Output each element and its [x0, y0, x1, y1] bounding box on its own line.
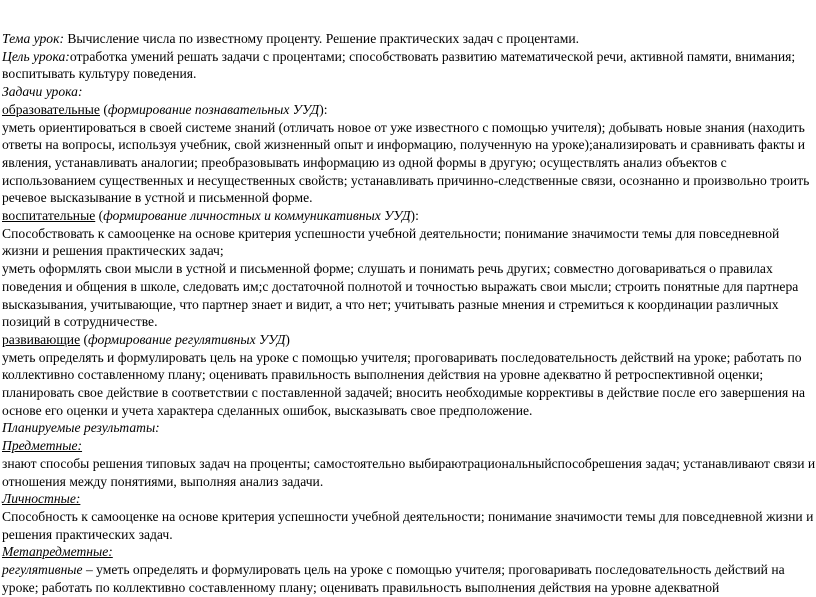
topic-text: Вычисление числа по известному проценту. Решение практических задач с процентами. [63, 31, 580, 46]
meta-title: Метапредметные: [2, 544, 113, 560]
developing-text: уметь определять и формулировать цель на уроке с помощью учителя; проговаривать последовательность действий на уроке; работать по коллективно составленному плану; оценивать правильность выполнения действия на уровне адекватно й ретроспективной оценки; планировать свое действие в соответствии с поставленной задачей; вносить необходимые коррективы в действие после его завершения на основе его оценки и учета характера сделанных ошибок, высказывать свое предположение. [2, 349, 806, 418]
topic-line [2, 30, 816, 48]
educational-title: образовательные [2, 101, 100, 117]
goal-paragraph [2, 48, 816, 83]
upbringing-text-1: Способствовать к самооценке на основе критерия успешности учебной деятельности; понимание значимости темы для повседневной жизни и решения практических задач; [2, 225, 780, 259]
upbringing-sub: формирование личностных и коммуникативных УУД [103, 208, 411, 224]
goal-label: Цель урока: [2, 48, 70, 64]
topic-label: Тема урок: [2, 31, 64, 46]
meta-label: регулятивные [2, 562, 83, 578]
educational-text: уметь ориентироваться в своей системе знаний (отличать новое от уже известного с помощью учителя); добывать новые знания (находить ответы на вопросы, используя учебник, свой жизненный опыт и информацию, полученную на уроке);анализировать и сравнивать факты и явления, устанавливать аналогии; преобразовывать информацию из одной формы в другую; осуществлять анализ объектов с использованием существенных и несущественных свойств; устанавливать причинно-следственные связи, осознанно и произвольно троить речевое высказывание в устной и письменной форме. [2, 119, 810, 206]
upbringing-close: ): [410, 208, 419, 224]
upbringing-title: воспитательные [2, 208, 96, 224]
subject-text: знают способы решения типовых задач на проценты; самостоятельно выбираютрациональныйспособрешения задач; устанавливают связи и отношения между понятиями, выполняя анализ задачи. [2, 455, 816, 489]
goal-text: отработка умений решать задачи с процентами; способствовать развитию математической речи, активной памяти, внимания; воспитывать культуру поведения. [2, 48, 796, 82]
upbringing-heading [2, 207, 816, 225]
educational-heading [2, 101, 816, 119]
personal-text: Способность к самооценке на основе критерия успешности учебной деятельности; понимание значимости темы для повседневной жизни и решения практических задач. [2, 508, 814, 542]
tasks-heading: Задачи урока: [2, 84, 83, 100]
upbringing-open: ( [95, 208, 104, 224]
results-heading: Планируемые результаты: [2, 420, 160, 436]
upbringing-text-2: уметь оформлять свои мысли в устной и письменной форме; слушать и понимать речь других; совместно договариваться о правилах поведения и общения в школе, следовать им;с достаточной полнотой и точностью выражать свои мысли; строить понятные для партнера высказывания, учитывающие, что партнер знает и видит, а что нет; учитывать разные мнения и стремиться к координации различных позиций в сотрудничестве. [2, 261, 799, 330]
meta-paragraph [2, 561, 816, 596]
developing-open: ( [80, 331, 89, 347]
developing-title: развивающие [2, 331, 81, 347]
developing-sub: формирование регулятивных УУД [88, 331, 286, 347]
developing-close: ) [285, 331, 290, 347]
meta-text: – уметь определять и формулировать цель на уроке с помощью учителя; проговаривать последовательность действий на уроке; работать по коллективно составленному плану; оценивать правильность выполнения действия на уровне адекватной [2, 562, 785, 595]
educational-close: ): [319, 101, 328, 117]
educational-open: ( [99, 101, 108, 117]
subject-title: Предметные: [2, 438, 83, 454]
educational-sub: формирование познавательных УУД [107, 101, 320, 117]
developing-heading [2, 331, 816, 349]
personal-title: Личностные: [2, 491, 81, 507]
